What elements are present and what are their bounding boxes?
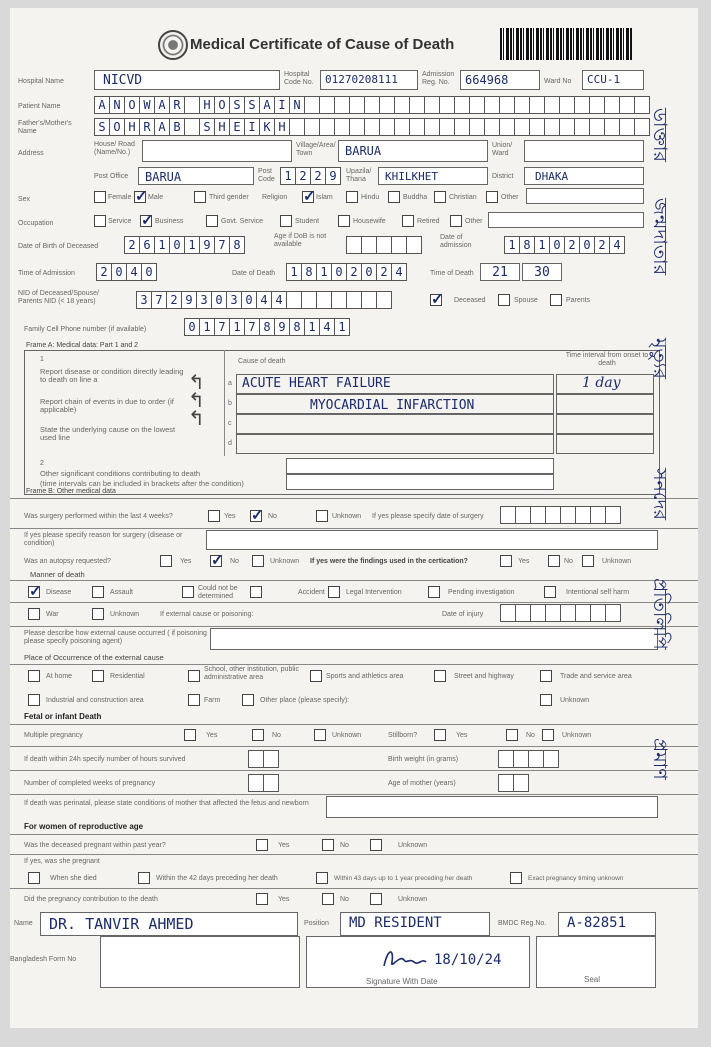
form-number-label: Bangladesh Form No <box>10 956 77 963</box>
multiple-unknown-label: Unknown <box>332 732 362 739</box>
hospital-code-field[interactable]: 01270208111 <box>320 70 418 90</box>
margin-note: প্রমাণ <box>649 738 671 780</box>
place-sports-checkbox[interactable] <box>310 670 322 682</box>
place-other-label: Other place (please specify): <box>260 697 350 704</box>
birth-weight-label: Birth weight (in grams) <box>388 756 459 763</box>
admission-reg-label: Admission Reg. No. <box>422 71 455 86</box>
stillborn-unknown-checkbox[interactable] <box>542 729 554 741</box>
service-checkbox[interactable] <box>94 215 106 227</box>
pregnant-unknown-checkbox[interactable] <box>370 839 382 851</box>
margin-note: মৃত্যুর <box>649 338 671 379</box>
line-d-label: d <box>228 440 232 447</box>
findings-no-label: No <box>564 558 573 565</box>
margin-note: ডাক্তার <box>649 108 671 162</box>
part1-number: 1 <box>40 356 44 363</box>
stillborn-no-label: No <box>526 732 535 739</box>
occupation-label: Occupation <box>18 220 54 227</box>
hindu-label: Hindu <box>361 194 380 201</box>
manner-legal-label: Legal Intervention <box>346 589 402 596</box>
cause-c-field[interactable] <box>236 414 554 434</box>
surgery-unknown-label: Unknown <box>332 513 362 520</box>
signature-date: 18/10/24 <box>434 952 502 968</box>
part2-field-2[interactable] <box>286 474 554 490</box>
part2-text: Other significant conditions contributing to death <box>40 469 201 478</box>
autopsy-question: Was an autopsy requested? <box>24 558 111 565</box>
post-code-cells[interactable]: 1 2 2 9 <box>280 167 340 185</box>
findings-unknown-checkbox[interactable] <box>582 555 594 567</box>
within43-label: Within 43 days up to 1 year preceding her death <box>334 875 473 882</box>
fetal-title: Fetal or infant Death <box>24 712 102 721</box>
cause-b-value: MYOCARDIAL INFARCTION <box>310 398 475 413</box>
report3-text: State the underlying cause on the lowest used line <box>40 425 176 442</box>
contrib-yes-label: Yes <box>278 896 290 903</box>
place-title: Place of Occurrence of the external cause <box>24 653 164 662</box>
nid-label: NID of Deceased/Spouse/ Parents NID (< 18 years) <box>18 290 99 305</box>
other-religion-checkbox[interactable] <box>486 191 498 203</box>
place-street-checkbox[interactable] <box>434 670 446 682</box>
patient-name-cells[interactable]: A N O W A R H O S S A I N <box>94 96 649 114</box>
autopsy-yes-label: Yes <box>180 558 192 565</box>
surgery-question: Was surgery performed within the last 4 weeks? <box>24 513 173 520</box>
multiple-no-checkbox[interactable] <box>252 729 264 741</box>
housewife-label: Housewife <box>353 218 386 225</box>
place-school-label: School, other institution, public administrative area <box>204 666 299 681</box>
business-checkbox[interactable] <box>140 215 152 227</box>
margin-note: প্রতিলিপি <box>649 578 671 650</box>
nid-parents-checkbox[interactable] <box>550 294 562 306</box>
hours-survived-cells[interactable] <box>248 750 278 768</box>
surgery-reason-field[interactable] <box>206 530 658 550</box>
bmdc-label: BMDC Reg.No. <box>498 920 547 927</box>
mother-age-cells[interactable] <box>498 774 528 792</box>
autopsy-yes-checkbox[interactable] <box>160 555 172 567</box>
interval-header: Time interval from onset to death <box>565 352 649 367</box>
manner-pending-label: Pending investigation <box>448 589 515 596</box>
bmdc-field[interactable]: A-82851 <box>558 912 656 936</box>
report2-text: Report chain of events in due to order (if applicable) <box>40 397 174 414</box>
place-industrial-checkbox[interactable] <box>28 694 40 706</box>
surgery-yes-label: Yes <box>224 513 236 520</box>
housewife-checkbox[interactable] <box>338 215 350 227</box>
surgery-date-cells[interactable] <box>500 506 620 524</box>
place-sports-label: Sports and athletics area <box>326 673 404 680</box>
within42-checkbox[interactable] <box>138 872 150 884</box>
weeks-label: Number of completed weeks of pregnancy <box>24 780 156 787</box>
manner-accident-label: Accident <box>298 589 325 596</box>
stillborn-label: Stillborn? <box>388 732 418 739</box>
sex-label: Sex <box>18 196 31 203</box>
christian-checkbox[interactable] <box>434 191 446 203</box>
surgery-yes-checkbox[interactable] <box>208 510 220 522</box>
village-field[interactable]: BARUA <box>338 140 488 162</box>
interval-c-field[interactable] <box>556 414 654 434</box>
describe-field[interactable] <box>210 628 658 650</box>
dod-cells[interactable]: 1 8 1 0 2 0 2 4 <box>286 263 406 281</box>
manner-war-label: War <box>46 611 59 618</box>
surgery-no-checkbox[interactable] <box>250 510 262 522</box>
contrib-no-label: No <box>340 896 349 903</box>
surgery-date-label: If yes please specify date of surgery <box>372 513 484 520</box>
patient-name-label: Patient Name <box>18 103 61 110</box>
hospital-name-label: Hospital Name <box>18 78 64 85</box>
nid-spouse-label: Spouse <box>514 297 538 304</box>
post-office-field[interactable]: BARUA <box>138 167 254 185</box>
autopsy-no-checkbox[interactable] <box>210 555 222 567</box>
form-title: Medical Certificate of Cause of Death <box>190 36 455 53</box>
line-c-label: c <box>228 420 232 427</box>
margin-note: সনদের <box>649 468 671 520</box>
village-label: Village/Area/ Town <box>296 142 336 157</box>
manner-pending-checkbox[interactable] <box>428 586 440 598</box>
line-b-label: b <box>228 400 232 407</box>
injury-date-cells[interactable] <box>500 604 620 622</box>
autopsy-unknown-label: Unknown <box>270 558 300 565</box>
third-gender-label: Third gender <box>209 194 249 201</box>
manner-war-checkbox[interactable] <box>28 608 40 620</box>
place-street-label: Street and highway <box>454 673 514 680</box>
post-code-label: Post Code <box>258 168 275 183</box>
external-cause-label: If external cause or poisoning: <box>160 611 254 618</box>
stillborn-yes-checkbox[interactable] <box>434 729 446 741</box>
stillborn-no-checkbox[interactable] <box>506 729 518 741</box>
perinatal-label: If death was perinatal, please state conditions of mother that affected the fetus and newborn <box>24 800 309 807</box>
arrow-icons: ↰ ↰ ↰ <box>188 372 205 430</box>
multiple-pregnancy-label: Multiple pregnancy <box>24 732 83 739</box>
pregnant-no-checkbox[interactable] <box>322 839 334 851</box>
ward-label: Ward No <box>544 78 572 85</box>
hospital-code-label: Hospital Code No. <box>284 71 314 86</box>
part2-note: (time intervals can be included in brackets after the condition) <box>40 479 244 488</box>
manner-self-harm-label: Intentional self harm <box>566 589 630 596</box>
multiple-yes-label: Yes <box>206 732 218 739</box>
cause-header: Cause of death <box>238 358 286 365</box>
nid-deceased-label: Deceased <box>454 297 486 304</box>
tod-minute-field[interactable]: 30 <box>522 263 562 281</box>
other-religion-field[interactable] <box>526 188 644 204</box>
other-religion-label: Other <box>501 194 519 201</box>
third-gender-checkbox[interactable] <box>194 191 206 203</box>
district-field[interactable]: DHAKA <box>524 167 644 185</box>
phone-label: Family Cell Phone number (if available) <box>24 326 147 333</box>
service-label: Service <box>108 218 132 225</box>
pregnant-question: Was the deceased pregnant within past year? <box>24 842 166 849</box>
findings-unknown-label: Unknown <box>602 558 632 565</box>
other-occupation-label: Other <box>465 218 483 225</box>
islam-label: Islam <box>316 194 333 201</box>
doctor-name-field[interactable]: DR. TANVIR AHMED <box>40 912 298 936</box>
divider <box>10 602 698 603</box>
manner-self-harm-checkbox[interactable] <box>544 586 556 598</box>
nid-deceased-checkbox[interactable] <box>430 294 442 306</box>
divider <box>224 350 225 456</box>
female-label: Female <box>108 194 132 201</box>
place-school-checkbox[interactable] <box>188 670 200 682</box>
place-home-checkbox[interactable] <box>28 670 40 682</box>
nid-parents-label: Parents <box>566 297 591 304</box>
pregnant-unknown-label: Unknown <box>398 842 428 849</box>
upazila-label: Upazila/ Thana <box>346 168 372 183</box>
line-a-label: a <box>228 380 232 387</box>
dob-cells[interactable]: 2 6 1 0 1 9 7 8 <box>124 236 244 254</box>
autopsy-no-label: No <box>230 558 239 565</box>
form-number-field[interactable] <box>100 936 300 988</box>
toa-label: Time of Admission <box>18 270 75 277</box>
tod-hour-field[interactable]: 21 <box>480 263 520 281</box>
cause-d-field[interactable] <box>236 434 554 454</box>
contribution-question: Did the pregnancy contribution to the death <box>24 896 158 903</box>
pregnant-no-label: No <box>340 842 349 849</box>
findings-yes-checkbox[interactable] <box>500 555 512 567</box>
other-occupation-field[interactable] <box>488 212 644 228</box>
address-label: Address <box>18 150 44 157</box>
place-unknown-label: Unknown <box>560 697 590 704</box>
manner-undetermined-label: Could not be determined <box>198 585 238 600</box>
student-checkbox[interactable] <box>280 215 292 227</box>
interval-a-value: 1 day <box>582 375 621 391</box>
place-home-label: At home <box>46 673 73 680</box>
divider <box>10 854 698 855</box>
women-title: For women of reproductive age <box>24 822 144 831</box>
findings-question: If yes were the findings used in the certication? <box>310 558 468 565</box>
when-died-label: When she died <box>50 875 97 882</box>
describe-label: Please describe how external cause occurred ( if poisoning please specify poisoning agent) <box>24 630 207 645</box>
manner-undetermined-checkbox[interactable] <box>182 586 194 598</box>
union-field[interactable] <box>524 140 644 162</box>
manner-assault-label: Assault <box>110 589 133 596</box>
father-name-label: Father's/Mother's Name <box>18 120 72 135</box>
male-checkbox[interactable] <box>134 191 146 203</box>
divider <box>10 746 698 747</box>
mother-age-label: Age of mother (years) <box>388 780 456 787</box>
birth-weight-cells[interactable] <box>498 750 558 768</box>
position-label: Position <box>304 920 329 927</box>
manner-unknown-checkbox[interactable] <box>92 608 104 620</box>
female-checkbox[interactable] <box>94 191 106 203</box>
post-office-label: Post Office <box>94 173 129 180</box>
part2-number: 2 <box>40 460 44 467</box>
contrib-unknown-checkbox[interactable] <box>370 893 382 905</box>
exact-timing-label: Exact pregnancy timing unknown <box>528 875 624 882</box>
injury-date-label: Date of injury <box>442 611 484 618</box>
findings-no-checkbox[interactable] <box>548 555 560 567</box>
was-she-pregnant-label: If yes, was she pregnant <box>24 858 100 865</box>
signature-label: Signature With Date <box>366 977 438 986</box>
frame-b-title: Frame B: Other medical data <box>26 488 116 495</box>
divider <box>10 834 698 835</box>
barcode-icon <box>500 28 632 60</box>
contrib-no-checkbox[interactable] <box>322 893 334 905</box>
divider <box>10 770 698 771</box>
phone-cells[interactable]: 0 1 7 1 7 8 9 8 1 4 1 <box>184 318 349 336</box>
perinatal-field[interactable] <box>326 796 658 818</box>
other-occupation-checkbox[interactable] <box>450 215 462 227</box>
nid-cells[interactable]: 3 7 2 9 3 0 3 0 4 4 <box>136 291 391 309</box>
divider <box>10 580 698 581</box>
retired-checkbox[interactable] <box>402 215 414 227</box>
doctor-name-label: Name <box>14 920 33 927</box>
weeks-cells[interactable] <box>248 774 278 792</box>
doa-label: Date of admission <box>440 234 472 249</box>
report1-text: Report disease or condition directly leading to death on line a <box>40 367 184 384</box>
buddha-label: Buddha <box>403 194 428 201</box>
interval-b-field[interactable] <box>556 394 654 414</box>
exact-timing-checkbox[interactable] <box>510 872 522 884</box>
position-field[interactable]: MD RESIDENT <box>340 912 490 936</box>
cause-a-value: ACUTE HEART FAILURE <box>242 376 391 391</box>
place-farm-checkbox[interactable] <box>188 694 200 706</box>
divider <box>10 498 698 499</box>
doa-cells[interactable]: 1 8 1 0 2 0 2 4 <box>504 236 624 254</box>
govt-service-label: Govt. Service <box>221 218 264 225</box>
union-label: Union/ Ward <box>492 142 513 157</box>
within43-checkbox[interactable] <box>316 872 328 884</box>
christian-label: Christian <box>449 194 477 201</box>
margin-note: জন্মদাতার <box>649 198 671 276</box>
retired-label: Retired <box>417 218 440 225</box>
stillborn-yes-label: Yes <box>456 732 468 739</box>
toa-cells[interactable]: 2 0 4 0 <box>96 263 156 281</box>
upazila-field[interactable]: KHILKHET <box>378 167 488 185</box>
when-died-checkbox[interactable] <box>28 872 40 884</box>
multiple-yes-checkbox[interactable] <box>184 729 196 741</box>
manner-legal-checkbox[interactable] <box>328 586 340 598</box>
pregnant-yes-checkbox[interactable] <box>256 839 268 851</box>
dod-label: Date of Death <box>232 270 276 277</box>
admission-reg-field[interactable]: 664968 <box>460 70 540 90</box>
tod-label: Time of Death <box>430 270 474 277</box>
findings-yes-label: Yes <box>518 558 530 565</box>
certificate-sheet <box>10 8 698 1028</box>
divider <box>10 664 698 665</box>
religion-label: Religion <box>262 194 288 201</box>
divider <box>10 794 698 795</box>
islam-checkbox[interactable] <box>302 191 314 203</box>
place-trade-label: Trade and service area <box>560 673 632 680</box>
surgery-unknown-checkbox[interactable] <box>316 510 328 522</box>
seal-label: Seal <box>584 975 601 984</box>
place-residential-label: Residential <box>110 673 145 680</box>
place-industrial-label: Industrial and construction area <box>46 697 144 704</box>
government-seal-icon <box>158 30 188 60</box>
district-label: District <box>492 173 514 180</box>
house-road-field[interactable] <box>142 140 292 162</box>
age-note-label: Age if DoB is not available <box>274 233 327 248</box>
ward-field[interactable]: CCU-1 <box>582 70 644 90</box>
govt-service-checkbox[interactable] <box>206 215 218 227</box>
buddha-checkbox[interactable] <box>388 191 400 203</box>
contrib-unknown-label: Unknown <box>398 896 428 903</box>
surgery-no-label: No <box>268 513 277 520</box>
place-trade-checkbox[interactable] <box>540 670 552 682</box>
student-label: Student <box>295 218 320 225</box>
place-unknown-checkbox[interactable] <box>540 694 552 706</box>
age-cells[interactable] <box>346 236 421 254</box>
business-label: Business <box>155 218 184 225</box>
manner-title: Manner of death <box>30 570 85 579</box>
divider <box>10 528 698 529</box>
place-residential-checkbox[interactable] <box>92 670 104 682</box>
divider <box>10 626 698 627</box>
manner-disease-label: Disease <box>46 589 72 596</box>
multiple-unknown-checkbox[interactable] <box>314 729 326 741</box>
multiple-no-label: No <box>272 732 281 739</box>
dob-label: Date of Birth of Deceased <box>18 243 99 250</box>
surgery-reason-label: If yes please specify reason for surgery (disease or condition) <box>24 532 183 547</box>
stillborn-unknown-label: Unknown <box>562 732 592 739</box>
house-road-label: House/ Road (Name/No.) <box>94 141 135 156</box>
signature-scribble-icon <box>380 944 430 974</box>
place-farm-label: Farm <box>204 697 221 704</box>
hours-survived-label: If death within 24h specify number of hours survived <box>24 756 186 763</box>
manner-unknown-label: Unknown <box>110 611 140 618</box>
part2-field-1[interactable] <box>286 458 554 474</box>
place-other-checkbox[interactable] <box>242 694 254 706</box>
within42-label: Within the 42 days preceding her death <box>156 875 278 882</box>
male-label: Male <box>148 194 164 201</box>
manner-accident-checkbox[interactable] <box>250 586 262 598</box>
nid-spouse-checkbox[interactable] <box>498 294 510 306</box>
father-name-cells[interactable]: S O H R A B S H E I K H <box>94 118 649 136</box>
frame-a-title: Frame A: Medical data: Part 1 and 2 <box>26 342 139 349</box>
autopsy-unknown-checkbox[interactable] <box>252 555 264 567</box>
manner-assault-checkbox[interactable] <box>92 586 104 598</box>
contrib-yes-checkbox[interactable] <box>256 893 268 905</box>
hindu-checkbox[interactable] <box>346 191 358 203</box>
pregnant-yes-label: Yes <box>278 842 290 849</box>
divider <box>10 888 698 889</box>
divider <box>10 724 698 725</box>
manner-disease-checkbox[interactable] <box>28 586 40 598</box>
hospital-name-field[interactable]: NICVD <box>94 70 280 90</box>
interval-d-field[interactable] <box>556 434 654 454</box>
